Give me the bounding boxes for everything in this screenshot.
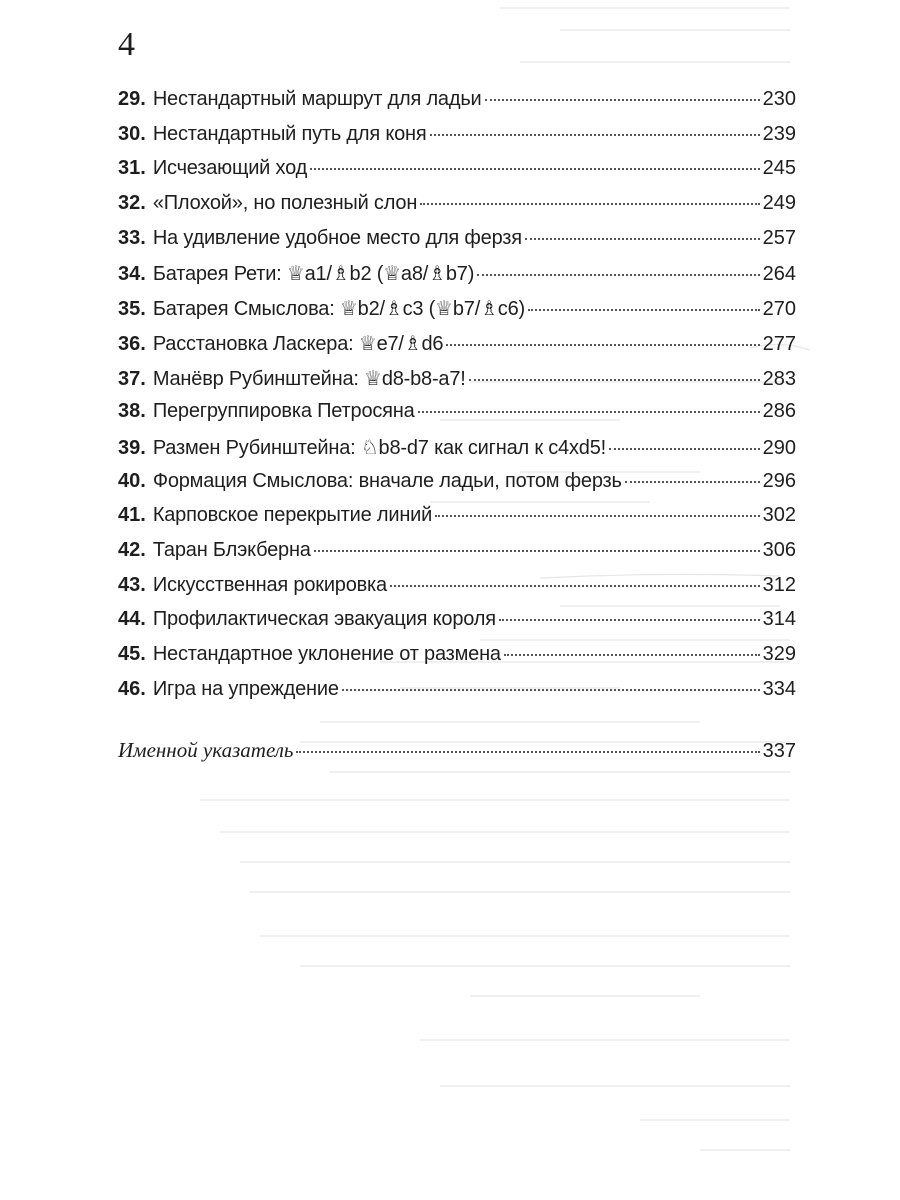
toc-entry-number: 37. [118, 367, 146, 390]
toc-entry-title: Батарея Рети: ♕a1/♗b2 (♕a8/♗b7) [152, 263, 475, 286]
dot-leader [342, 689, 760, 691]
dot-leader [504, 654, 760, 656]
toc-entry[interactable] [118, 227, 796, 262]
toc-entry-page: 249 [762, 192, 796, 215]
toc-entry-title: Нестандартный путь для коня [152, 122, 427, 145]
toc-entry-title: Расстановка Ласкера: ♕e7/♗d6 [152, 332, 444, 355]
toc-entry-number: 35. [118, 298, 146, 321]
toc-index-page: 337 [762, 740, 796, 763]
dot-leader [310, 168, 760, 170]
toc-entry[interactable] [118, 608, 796, 643]
toc-entry-page: 239 [762, 122, 796, 145]
dot-leader [528, 309, 760, 311]
toc-entry[interactable] [118, 331, 796, 366]
toc-entry-title: Исчезающий ход [152, 157, 308, 180]
toc-entry-title: Искусственная рокировка [152, 573, 387, 596]
toc-entry[interactable] [118, 643, 796, 678]
dot-leader [477, 274, 759, 276]
toc-entry[interactable] [118, 504, 796, 539]
toc-entry[interactable] [118, 435, 796, 470]
toc-entry-title: Формация Смыслова: вначале ладьи, потом ферзь [152, 469, 622, 492]
dot-leader [418, 411, 760, 413]
toc-entry-number: 40. [118, 469, 146, 492]
toc-entry-page: 296 [762, 469, 796, 492]
toc-entry-page: 264 [762, 263, 796, 286]
dot-leader [430, 134, 760, 136]
toc-entry-page: 334 [762, 677, 796, 700]
dot-leader [420, 203, 759, 205]
toc-entry-number: 36. [118, 332, 146, 355]
toc-entry[interactable] [118, 574, 796, 609]
toc-entry-number: 38. [118, 400, 146, 423]
toc-entry-number: 30. [118, 122, 146, 145]
toc-entry[interactable] [118, 296, 796, 331]
toc-entry-page: 277 [762, 332, 796, 355]
toc-index-title: Именной указатель [118, 738, 294, 763]
toc-entry[interactable] [118, 157, 796, 192]
dot-leader [525, 238, 760, 240]
toc-entry[interactable] [118, 678, 796, 713]
toc-entry-title: Манёвр Рубинштейна: ♕d8-b8-a7! [152, 367, 466, 390]
toc-entry-title: Батарея Смыслова: ♕b2/♗c3 (♕b7/♗c6) [152, 298, 525, 321]
toc-entry-title: Размен Рубинштейна: ♘b8-d7 как сигнал к c4xd5! [152, 436, 606, 459]
toc-entry-page: 312 [762, 573, 796, 596]
dot-leader [609, 448, 760, 450]
toc-entry-number: 29. [118, 88, 146, 110]
toc-entry[interactable] [118, 400, 796, 435]
toc-entry-page: 302 [762, 504, 796, 527]
toc-entry-title: «Плохой», но полезный слон [152, 192, 418, 215]
toc-index-entry[interactable] [118, 738, 796, 773]
toc-entry[interactable] [118, 539, 796, 574]
toc-entry[interactable] [118, 123, 796, 158]
toc-entry-number: 32. [118, 192, 146, 215]
dot-leader [296, 751, 759, 753]
toc-entry-page: 306 [762, 538, 796, 561]
dot-leader [446, 344, 759, 346]
toc-entry-number: 45. [118, 643, 146, 665]
toc-entry-number: 34. [118, 263, 146, 286]
toc-entry-title: Нестандартный маршрут для ладьи [152, 88, 482, 110]
toc-entry-page: 329 [762, 643, 796, 665]
dot-leader [499, 619, 760, 621]
toc-entry[interactable] [118, 88, 796, 123]
toc-entry-title: Карповское перекрытие линий [152, 504, 433, 527]
toc-entry-page: 283 [762, 367, 796, 390]
toc-entry-title: Нестандартное уклонение от размена [152, 643, 501, 665]
toc-entry[interactable] [118, 192, 796, 227]
toc-entry-number: 42. [118, 538, 146, 561]
toc-entry-number: 41. [118, 504, 146, 527]
toc-entry-page: 270 [762, 298, 796, 321]
toc-entry-title: На удивление удобное место для ферзя [152, 226, 522, 249]
toc-entry-number: 44. [118, 608, 146, 631]
toc-entry[interactable] [118, 261, 796, 296]
toc-entry-page: 314 [762, 608, 796, 631]
dot-leader [469, 379, 760, 381]
table-of-contents [118, 88, 796, 773]
toc-entry-page: 257 [762, 226, 796, 249]
toc-entry-number: 43. [118, 573, 146, 596]
toc-entry[interactable] [118, 470, 796, 505]
toc-entry-page: 245 [762, 157, 796, 180]
toc-entry-page: 290 [762, 436, 796, 459]
toc-entry-title: Игра на упреждение [152, 677, 339, 700]
toc-entry[interactable] [118, 366, 796, 401]
dot-leader [390, 585, 760, 587]
toc-entry-page: 230 [762, 88, 796, 110]
dot-leader [485, 99, 760, 101]
toc-entry-page: 286 [762, 400, 796, 423]
dot-leader [625, 481, 760, 483]
toc-entry-number: 46. [118, 677, 146, 700]
toc-entry-number: 31. [118, 157, 146, 180]
page-number: 4 [118, 26, 135, 63]
dot-leader [314, 550, 760, 552]
toc-entry-number: 33. [118, 226, 146, 249]
dot-leader [435, 515, 759, 517]
toc-entry-title: Перегруппировка Петросяна [152, 400, 415, 423]
toc-entry-number: 39. [118, 436, 146, 459]
toc-entry-title: Профилактическая эвакуация короля [152, 608, 496, 631]
toc-entry-title: Таран Блэкберна [152, 538, 311, 561]
